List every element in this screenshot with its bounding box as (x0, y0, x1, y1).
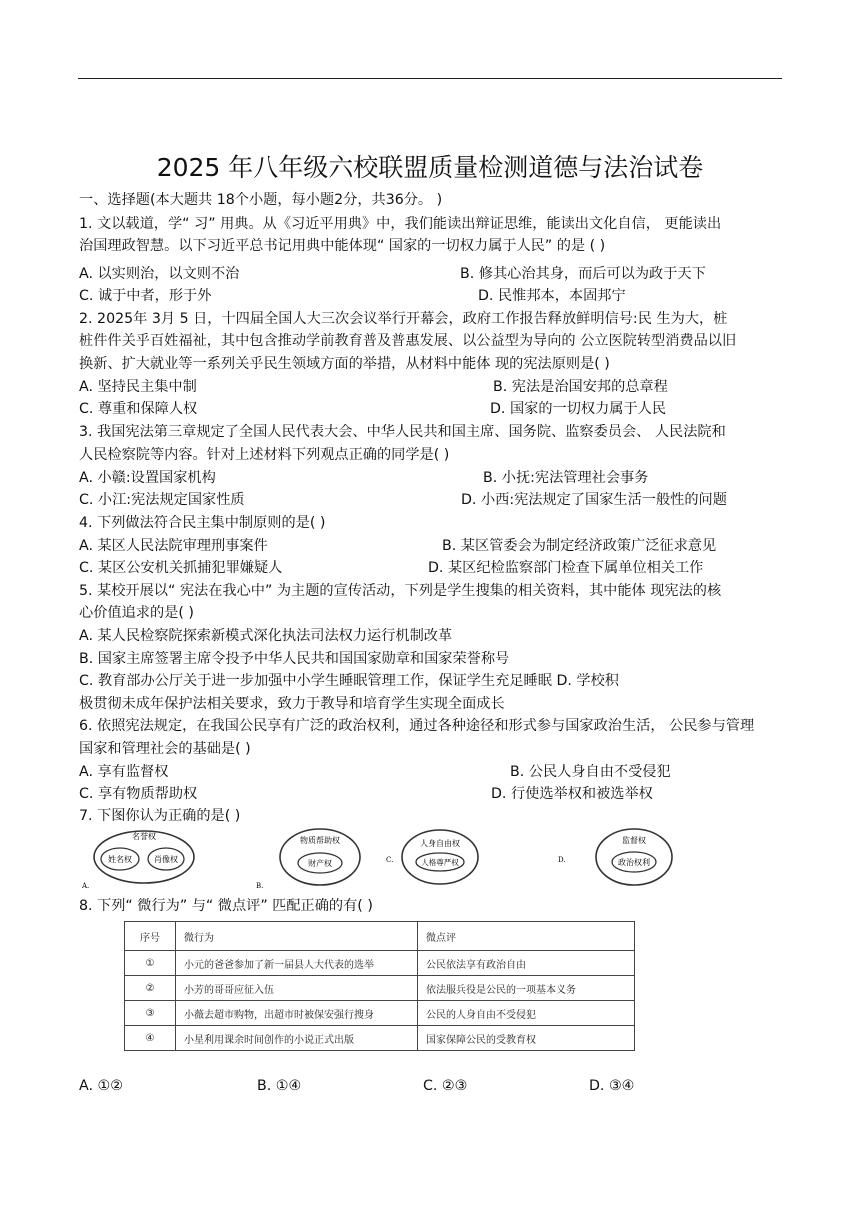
q7-d-letter: D. (558, 856, 566, 864)
table-header-row (125, 922, 635, 951)
q5-stem-2: 心价值追求的是( ) (79, 605, 194, 621)
q6-option-c: C. 享有物质帮助权 (79, 786, 198, 802)
table-header-cell: 微点评 (418, 922, 635, 951)
q4-option-b: B. 某区管委会为制定经济政策广泛征求意见 (442, 538, 717, 554)
q7-c-outer-label: 人身自由权 (420, 839, 460, 848)
q7-diagram-a (78, 826, 198, 890)
page-title: 2025 年八年级六校联盟质量检测道德与法治试卷 (156, 153, 704, 182)
q4-stem-1: 4. 下列做法符合民主集中制原则的是( ) (79, 515, 326, 531)
q7-a-letter: A. (82, 882, 90, 890)
q7-a-outer-label: 名誉权 (132, 832, 156, 841)
q7-c-letter: C. (386, 856, 394, 864)
q2-option-d: D. 国家的一切权力属于人民 (490, 401, 667, 417)
q7-diagram-d (556, 826, 686, 890)
q7-diagram-c (384, 826, 494, 890)
q1-option-d: D. 民惟邦本，本固邦宁 (478, 288, 626, 304)
q1-option-c: C. 诚于中者，形于外 (79, 288, 212, 304)
q7-d-outer-label: 监督权 (622, 836, 646, 845)
q7-b-inner-label: 财产权 (308, 859, 332, 868)
q2-stem-3: 换新、扩大就业等一系列关乎民生领域方面的举措，从材料中能体 现的宪法原则是( ) (79, 356, 610, 372)
q5-option-a: A. 某人民检察院探索新模式深化执法司法权力运行机制改革 (79, 628, 453, 644)
table-cell: ④ (125, 1026, 176, 1051)
table-cell: ② (125, 976, 176, 1001)
table-cell: 小元的爸爸参加了新一届县人大代表的选举 (176, 951, 418, 976)
table-cell: 依法服兵役是公民的一项基本义务 (418, 976, 635, 1001)
table-header-cell: 微行为 (176, 922, 418, 951)
q7-a-left-label: 姓名权 (108, 855, 132, 864)
q3-option-b: B. 小抚:宪法管理社会事务 (483, 470, 649, 486)
q3-stem-1: 3. 我国宪法第三章规定了全国人民代表大会、中华人民共和国主席、国务院、监察委员会、 人民法院和 (79, 424, 726, 440)
q4-option-d: D. 某区纪检监察部门检查下属单位相关工作 (428, 560, 704, 576)
table-cell: 公民的人身自由不受侵犯 (418, 1001, 635, 1026)
q8-option-d: D. ③④ (589, 1078, 635, 1094)
q2-option-c: C. 尊重和保障人权 (79, 401, 198, 417)
q7-stem-1: 7. 下图你认为正确的是( ) (79, 808, 241, 824)
table-row (125, 976, 635, 1001)
q7-c-inner-label: 人格尊严权 (421, 858, 459, 867)
q8-table (124, 921, 635, 1051)
q3-option-a: A. 小赣:设置国家机构 (79, 470, 216, 486)
table-cell: 国家保障公民的受教育权 (418, 1026, 635, 1051)
q6-stem-2: 国家和管理社会的基础是( ) (79, 741, 251, 757)
q4-option-c: C. 某区公安机关抓捕犯罪嫌疑人 (79, 560, 283, 576)
q8-option-c: C. ②③ (423, 1078, 468, 1094)
q3-option-d: D. 小西:宪法规定了国家生活一般性的问题 (461, 492, 727, 508)
q1-stem-2: 治国理政智慧。以下习近平总书记用典中能体现“ 国家的一切权力属于人民” 的是 ( ) (79, 238, 606, 254)
q2-option-b: B. 宪法是治国安邦的总章程 (493, 379, 668, 395)
q5-option-c: C. 教育部办公厅关于进一步加强中小学生睡眠管理工作，保证学生充足睡眠 D. 学校积 (79, 673, 619, 689)
q7-diagram-b (254, 826, 374, 890)
table-cell: ① (125, 951, 176, 976)
q2-stem-1: 2. 2025年 3月 5 日，十四届全国人大三次会议举行开幕会，政府工作报告释放鲜明信号:民 生为大，桩 (79, 311, 728, 327)
q5-option-d: 极贯彻未成年保护法相关要求，致力于教导和培育学生实现全面成长 (79, 696, 505, 712)
table-cell: ③ (125, 1001, 176, 1026)
table-cell: 小星利用课余时间创作的小说正式出版 (176, 1026, 418, 1051)
table-row (125, 1026, 635, 1051)
q1-option-b: B. 修其心治其身，而后可以为政于天下 (460, 266, 706, 282)
q6-stem-1: 6. 依照宪法规定，在我国公民享有广泛的政治权利，通过各种途径和形式参与国家政治生活， 公民参与管理 (79, 718, 755, 734)
table-cell: 公民依法享有政治自由 (418, 951, 635, 976)
q7-b-letter: B. (256, 882, 264, 890)
q3-stem-2: 人民检察院等内容。针对上述材料下列观点正确的同学是( ) (79, 447, 450, 463)
header-rule (78, 78, 782, 79)
q7-d-inner-label: 政治权利 (618, 858, 650, 867)
q6-option-b: B. 公民人身自由不受侵犯 (510, 764, 671, 780)
section-heading: 一、选择题(本大题共 18个小题，每小题2分，共36分。 ) (79, 192, 443, 208)
q8-option-b: B. ①④ (257, 1078, 302, 1094)
q5-option-b: B. 国家主席签署主席令投予中华人民共和国国家勋章和国家荣誉称号 (79, 651, 510, 667)
table-cell: 小芳的哥哥应征入伍 (176, 976, 418, 1001)
table-row (125, 1001, 635, 1026)
q2-option-a: A. 坚持民主集中制 (79, 379, 197, 395)
q6-option-d: D. 行使选举权和被选举权 (491, 786, 653, 802)
q5-stem-1: 5. 某校开展以“ 宪法在我心中” 为主题的宣传活动，下列是学生搜集的相关资料，其中能体 现宪法的核 (79, 583, 722, 599)
q3-option-c: C. 小江:宪法规定国家性质 (79, 492, 245, 508)
table-row (125, 951, 635, 976)
q1-stem-1: 1. 文以载道，学“ 习” 用典。从《习近平用典》中，我们能读出辩证思维，能读出文化自信， 更能读出 (79, 216, 722, 232)
table-header-cell: 序号 (125, 922, 176, 951)
q7-a-right-label: 肖像权 (154, 855, 178, 864)
table-cell: 小薇去超市购物，出超市时被保安强行搜身 (176, 1001, 418, 1026)
q1-option-a: A. 以实则治，以文则不治 (79, 266, 240, 282)
q7-b-outer-label: 物质帮助权 (300, 836, 340, 845)
q6-option-a: A. 享有监督权 (79, 764, 169, 780)
q4-option-a: A. 某区人民法院审理刑事案件 (79, 538, 268, 554)
q2-stem-2: 桩件件关乎百姓福祉，其中包含推动学前教育普及普惠发展、以公益型为导向的 公立医院转型消费品以旧 (79, 333, 737, 349)
q8-stem-1: 8. 下列“ 微行为” 与“ 微点评” 匹配正确的有( ) (79, 898, 373, 914)
q8-option-a: A. ①② (79, 1078, 123, 1094)
